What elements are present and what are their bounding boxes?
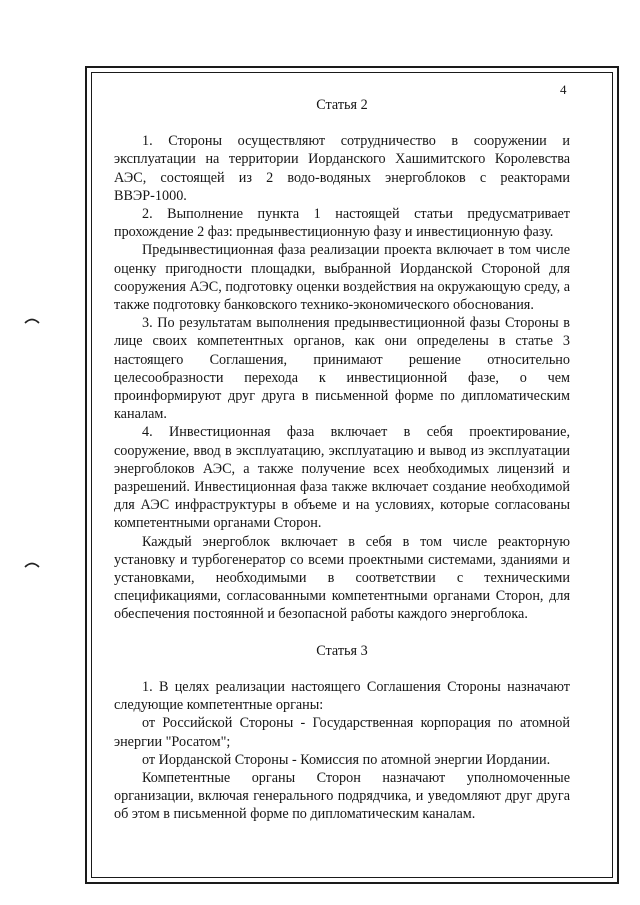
article-2-paragraph-2: 2. Выполнение пункта 1 настоящей статьи предусматривает прохождение 2 фаз: предынвестиционную фазу и инвестиционную фазу. bbox=[114, 206, 570, 241]
scan-margin-mark bbox=[24, 316, 40, 324]
article-2-paragraph-6: Каждый энергоблок включает в себя в том числе реакторную установку и турбогенератор со всеми проектными системами, зданиями и установками, необходимыми в соответствии с техническими спецификациями, согласованными компетентными органами Сторон, для обеспечения постоянной и безопасной работы каждого энергоблока. bbox=[114, 533, 570, 623]
article-3-paragraph-4: Компетентные органы Сторон назначают уполномоченные организации, включая генерального подрядчика, и уведомляют друг друга об этом в письменной форме по дипломатическим каналам. bbox=[114, 769, 570, 823]
article-3-paragraph-2: от Российской Стороны - Государственная корпорация по атомной энергии "Росатом"; bbox=[114, 715, 570, 750]
article-2-paragraph-3: Предынвестиционная фаза реализации проекта включает в том числе оценку пригодности площадки, выбранной Иорданской Стороной для сооружения АЭС, подготовку оценки воздействия на окружающую среду, а также подготовку банковского технико-экономического обоснования. bbox=[114, 242, 570, 314]
article-3-heading: Статья 3 bbox=[316, 642, 368, 659]
article-2-paragraph-1: 1. Стороны осуществляют сотрудничество в сооружении и эксплуатации на территории Иорданского Хашимитского Королевства АЭС, состоящей из 2 водо-водяных энергоблоков с реакторами ВВЭР-1000. bbox=[114, 133, 570, 204]
article-2-paragraph-4: 3. По результатам выполнения предынвестиционной фазы Стороны в лице своих компетентных органов, как они определены в статье 3 настоящего Соглашения, принимают решение относительно целесообразности перехода к инвестиционной фазе, о чем проинформируют друг друга в письменной форме по дипломатическим каналам. bbox=[114, 315, 570, 423]
page-number: 4 bbox=[560, 82, 567, 97]
article-2-heading: Статья 2 bbox=[316, 97, 368, 113]
article-2-paragraph-5: 4. Инвестиционная фаза включает в себя проектирование, сооружение, ввод в эксплуатацию, эксплуатацию и вывод из эксплуатации энергоблоков АЭС, а также получение всех необходимых лицензий и разрешений. Инвестиционная фаза также включает создание необходимой для АЭС инфраструктуры в объеме и на условиях, которые согласованы компетентными органами Сторон. bbox=[114, 424, 570, 532]
article-3-paragraph-3: от Иорданской Стороны - Комиссия по атомной энергии Иордании. bbox=[142, 751, 551, 768]
document-body bbox=[114, 96, 570, 824]
scan-margin-mark bbox=[24, 560, 40, 568]
article-3-paragraph-1: 1. В целях реализации настоящего Соглашения Стороны назначают следующие компетентные органы: bbox=[114, 678, 570, 714]
